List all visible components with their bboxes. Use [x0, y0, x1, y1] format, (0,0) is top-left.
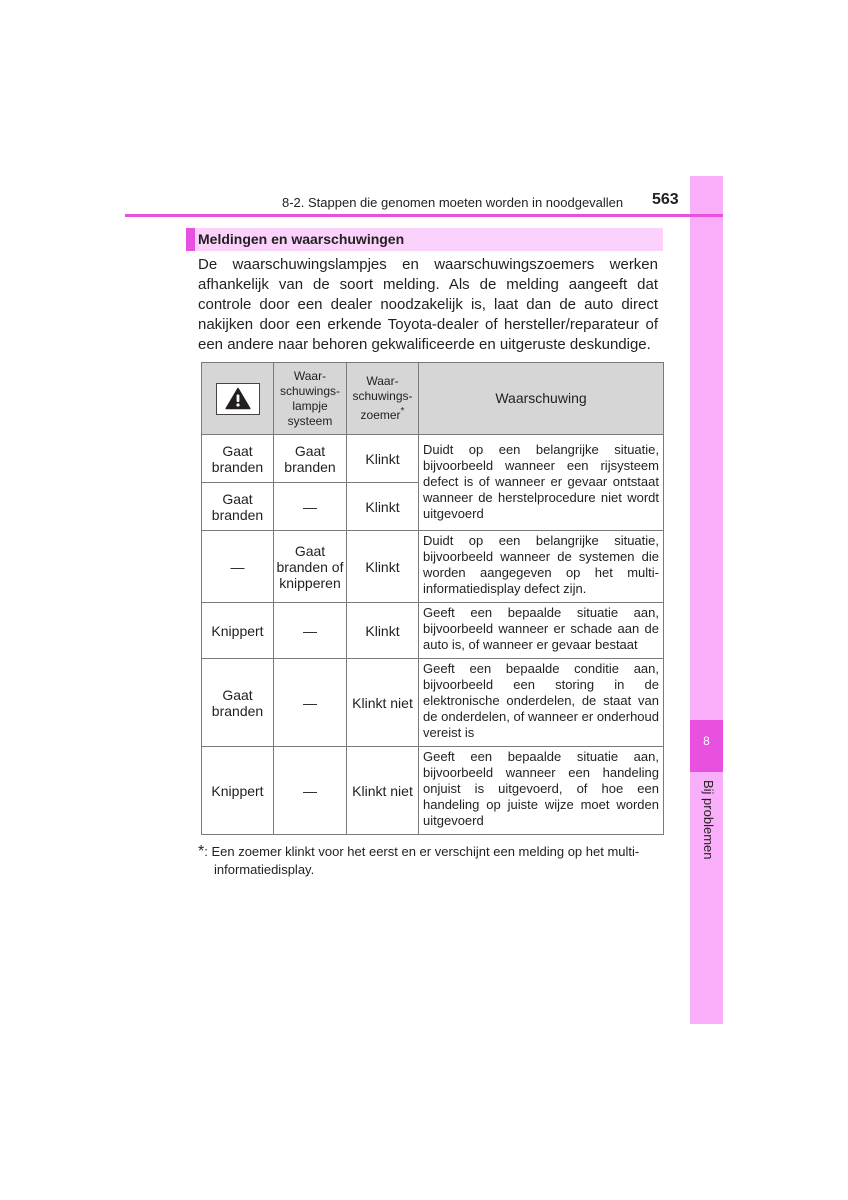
cell-line: branden — [211, 458, 264, 475]
warning-description-cell: Duidt op een belangrijke situatie, bijvoorbeeld wanneer de systemen die worden aangegeven op het multi-informatiedisplay defect zijn. — [419, 531, 664, 603]
warning-description-cell: Geeft een bepaalde situatie aan, bijvoorbeeld wanneer een handeling onjuist is uitgevoerd, of hoe een handeling op juiste wijze moet worden uitgevoerd — [419, 747, 664, 835]
cell-line: Gaat — [294, 542, 326, 559]
cell-line: Gaat — [222, 686, 253, 703]
header-warning: Waarschuwing — [419, 363, 664, 435]
table-row — [202, 659, 664, 747]
icon-status-cell — [202, 659, 274, 747]
icon-status-cell — [202, 435, 274, 483]
table-row — [202, 435, 664, 483]
cell-line: — — [303, 498, 317, 515]
section-title: Meldingen en waarschuwingen — [186, 228, 663, 251]
cell-line: — — [230, 558, 245, 575]
running-header: 8-2. Stappen die genomen moeten worden in noodgevallen — [282, 195, 624, 210]
lamp-status-cell — [274, 483, 347, 531]
warning-description-cell: Duidt op een belangrijke situatie, bijvoorbeeld wanneer een rijsysteem defect is of wanneer er gevaar ontstaat wanneer de herstelprocedure niet wordt uitgevoerd — [419, 435, 664, 531]
lamp-status-cell — [274, 531, 347, 603]
cell-line: branden — [211, 506, 264, 523]
icon-status-cell — [202, 531, 274, 603]
table-header-row — [202, 363, 664, 435]
header-rule — [125, 214, 723, 217]
cell-line: Knippert — [211, 782, 264, 799]
cell-line: branden of — [276, 558, 344, 575]
chapter-title: Bij problemen — [701, 780, 716, 860]
cell-line: Waar- — [293, 368, 327, 383]
header-buzzer — [347, 363, 419, 435]
cell-line: Waar- — [366, 374, 399, 388]
footnote-mark: * — [198, 843, 205, 860]
icon-status-cell — [202, 747, 274, 835]
table-row — [202, 603, 664, 659]
warning-triangle-icon — [216, 383, 260, 415]
intro-paragraph: De waarschuwingslampjes en waarschuwingszoemers werken afhankelijk van de soort melding. Als de melding aangeeft dat controle door een dealer noodzakelijk is, laat dan de auto direct nakijken door een erkende Toyota-dealer of hersteller/reparateur of een andere naar behoren gekwalificeerde en uitgeruste deskundige. — [198, 256, 658, 353]
lamp-status-cell — [274, 603, 347, 659]
cell-line: Gaat — [222, 442, 253, 459]
cell-line: Gaat — [294, 442, 326, 459]
lamp-status-cell — [274, 659, 347, 747]
footnote-line-2: informatiedisplay. — [214, 862, 315, 877]
page-number: 563 — [652, 191, 679, 208]
cell-line: branden — [284, 458, 336, 475]
buzzer-status-cell: Klinkt — [347, 435, 419, 483]
buzzer-status-cell: Klinkt — [347, 483, 419, 531]
cell-line: — — [303, 694, 317, 711]
buzzer-status-cell: Klinkt — [347, 531, 419, 603]
chapter-side-tab — [690, 176, 723, 1024]
header-icon-cell — [202, 363, 274, 435]
cell-line: zoemer — [360, 408, 401, 422]
lamp-status-cell — [274, 747, 347, 835]
buzzer-status-cell: Klinkt niet — [347, 747, 419, 835]
cell-line: lampje — [292, 398, 328, 413]
warning-table — [201, 362, 664, 835]
footnote-line-1: : Een zoemer klinkt voor het eerst en er verschijnt een melding op het multi- — [204, 844, 640, 859]
header-lamp-system — [274, 363, 347, 435]
icon-status-cell — [202, 483, 274, 531]
cell-line: branden — [211, 702, 264, 719]
icon-status-cell — [202, 603, 274, 659]
cell-line: systeem — [287, 413, 333, 428]
cell-line: schuwings- — [279, 383, 341, 398]
footnote — [198, 843, 660, 879]
chapter-number: 8 — [703, 734, 710, 748]
cell-line: — — [303, 782, 317, 799]
chapter-number-box — [690, 720, 723, 772]
buzzer-status-cell: Klinkt — [347, 603, 419, 659]
cell-line: Gaat — [222, 490, 253, 507]
table-row — [202, 531, 664, 603]
warning-description-cell: Geeft een bepaalde conditie aan, bijvoorbeeld een storing in de elektronische onderdelen, de staat van de onderdelen, of wanneer er onderhoud vereist is — [419, 659, 664, 747]
table-row — [202, 747, 664, 835]
warning-description-cell: Geeft een bepaalde situatie aan, bijvoorbeeld wanneer er schade aan de auto is, of wanneer er gevaar bestaat — [419, 603, 664, 659]
cell-line: Knippert — [211, 622, 264, 639]
cell-line: schuwings- — [352, 389, 413, 403]
cell-line: knipperen — [279, 574, 341, 591]
buzzer-footnote-mark: * — [400, 406, 405, 417]
lamp-status-cell — [274, 435, 347, 483]
buzzer-status-cell: Klinkt niet — [347, 659, 419, 747]
cell-line: — — [303, 622, 317, 639]
